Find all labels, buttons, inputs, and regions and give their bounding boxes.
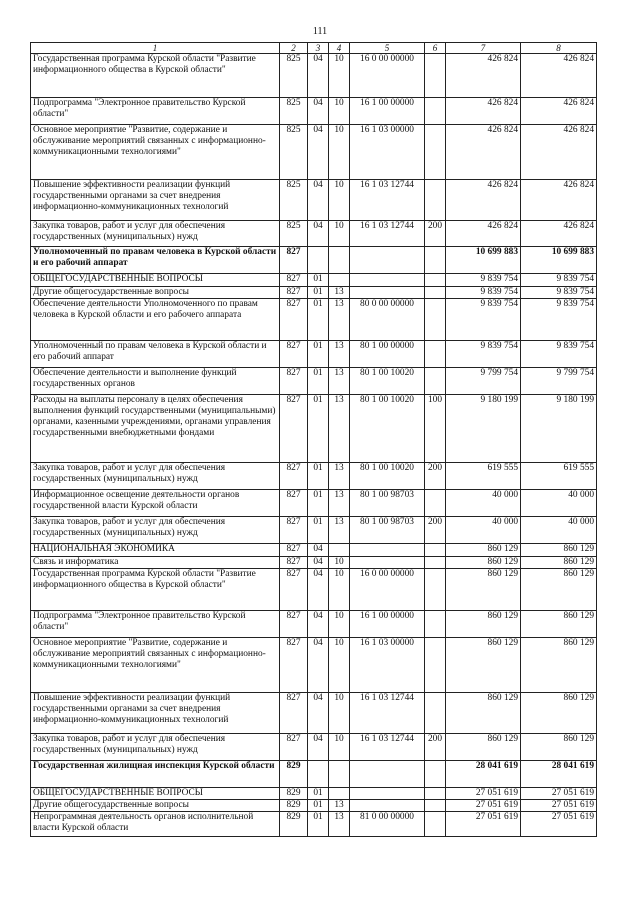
expense-type-cell xyxy=(425,611,446,638)
amount-total-cell: 27 051 619 xyxy=(521,800,597,812)
amount-total-cell: 860 129 xyxy=(521,638,597,693)
ministry-code-cell: 825 xyxy=(280,54,308,98)
subsection-code-cell: 13 xyxy=(329,299,350,341)
amount-cell: 27 051 619 xyxy=(446,812,521,837)
table-row xyxy=(31,761,597,788)
amount-total-cell: 9 839 754 xyxy=(521,287,597,299)
subsection-code-cell: 13 xyxy=(329,341,350,368)
row-name-cell: Обеспечение деятельности Уполномоченного по правам человека в Курской области и его рабочего аппарата xyxy=(31,299,280,341)
table-row xyxy=(31,299,597,341)
ministry-code-cell: 825 xyxy=(280,221,308,247)
target-article-cell: 16 1 03 00000 xyxy=(350,125,425,180)
target-article-cell: 16 1 00 00000 xyxy=(350,98,425,125)
target-article-cell xyxy=(350,557,425,569)
expense-type-cell: 100 xyxy=(425,395,446,463)
ministry-code-cell: 825 xyxy=(280,98,308,125)
expense-type-cell xyxy=(425,54,446,98)
subsection-code-cell: 10 xyxy=(329,54,350,98)
amount-cell: 10 699 883 xyxy=(446,247,521,274)
target-article-cell: 16 1 00 00000 xyxy=(350,611,425,638)
ministry-code-cell: 827 xyxy=(280,341,308,368)
subsection-code-cell: 10 xyxy=(329,180,350,221)
ministry-code-cell: 827 xyxy=(280,569,308,611)
target-article-cell: 80 1 00 10020 xyxy=(350,368,425,395)
subsection-code-cell: 13 xyxy=(329,395,350,463)
subsection-code-cell xyxy=(329,544,350,557)
amount-cell: 860 129 xyxy=(446,693,521,734)
amount-total-cell: 9 839 754 xyxy=(521,299,597,341)
page-number: 111 xyxy=(312,26,328,37)
row-name-cell: Закупка товаров, работ и услуг для обеспечения государственных (муниципальных) нужд xyxy=(31,734,280,761)
subsection-code-cell: 10 xyxy=(329,734,350,761)
expense-type-cell xyxy=(425,180,446,221)
amount-cell: 426 824 xyxy=(446,180,521,221)
ministry-code-cell: 827 xyxy=(280,395,308,463)
expense-type-cell xyxy=(425,98,446,125)
ministry-code-cell: 829 xyxy=(280,761,308,788)
table-body xyxy=(31,54,597,837)
target-article-cell xyxy=(350,247,425,274)
amount-total-cell: 9 180 199 xyxy=(521,395,597,463)
section-code-cell: 01 xyxy=(308,395,329,463)
table-row xyxy=(31,544,597,557)
ministry-code-cell: 827 xyxy=(280,734,308,761)
amount-cell: 27 051 619 xyxy=(446,800,521,812)
section-code-cell: 01 xyxy=(308,368,329,395)
section-code-cell: 01 xyxy=(308,812,329,837)
table-row xyxy=(31,221,597,247)
target-article-cell xyxy=(350,544,425,557)
table-row xyxy=(31,490,597,517)
subsection-code-cell: 10 xyxy=(329,611,350,638)
amount-cell: 426 824 xyxy=(446,54,521,98)
table-row xyxy=(31,638,597,693)
expense-type-cell xyxy=(425,341,446,368)
section-code-cell: 04 xyxy=(308,98,329,125)
row-name-cell: Государственная программа Курской области "Развитие информационного общества в Курской области" xyxy=(31,54,280,98)
target-article-cell: 16 0 00 00000 xyxy=(350,569,425,611)
expense-type-cell xyxy=(425,638,446,693)
ministry-code-cell: 827 xyxy=(280,638,308,693)
section-code-cell: 01 xyxy=(308,287,329,299)
expense-type-cell: 200 xyxy=(425,517,446,544)
expense-type-cell xyxy=(425,812,446,837)
row-name-cell: Другие общегосударственные вопросы xyxy=(31,800,280,812)
subsection-code-cell: 13 xyxy=(329,368,350,395)
amount-total-cell: 10 699 883 xyxy=(521,247,597,274)
table-row xyxy=(31,463,597,490)
row-name-cell: Основное мероприятие "Развитие, содержание и обслуживание мероприятий связанных с информационно-коммуникационными технологиями" xyxy=(31,125,280,180)
row-name-cell: Подпрограмма "Электронное правительство Курской области" xyxy=(31,98,280,125)
expense-type-cell xyxy=(425,557,446,569)
row-name-cell: Информационное освещение деятельности органов государственной власти Курской области xyxy=(31,490,280,517)
subsection-code-cell: 13 xyxy=(329,517,350,544)
ministry-code-cell: 827 xyxy=(280,247,308,274)
amount-total-cell: 860 129 xyxy=(521,734,597,761)
ministry-code-cell: 825 xyxy=(280,180,308,221)
section-code-cell xyxy=(308,761,329,788)
target-article-cell: 81 0 00 00000 xyxy=(350,812,425,837)
ministry-code-cell: 827 xyxy=(280,463,308,490)
ministry-code-cell: 827 xyxy=(280,287,308,299)
row-name-cell: Связь и информатика xyxy=(31,557,280,569)
ministry-code-cell: 827 xyxy=(280,274,308,287)
table-row xyxy=(31,517,597,544)
amount-cell: 426 824 xyxy=(446,98,521,125)
table-row xyxy=(31,395,597,463)
section-code-cell: 04 xyxy=(308,734,329,761)
section-code-cell xyxy=(308,247,329,274)
section-code-cell: 01 xyxy=(308,517,329,544)
section-code-cell: 04 xyxy=(308,180,329,221)
row-name-cell: Основное мероприятие "Развитие, содержание и обслуживание мероприятий связанных с информационно-коммуникационными технологиями" xyxy=(31,638,280,693)
table-row xyxy=(31,368,597,395)
row-name-cell: Государственная жилищная инспекция Курской области xyxy=(31,761,280,788)
ministry-code-cell: 827 xyxy=(280,557,308,569)
amount-cell: 28 041 619 xyxy=(446,761,521,788)
amount-total-cell: 426 824 xyxy=(521,221,597,247)
table-row xyxy=(31,734,597,761)
amount-cell: 9 839 754 xyxy=(446,274,521,287)
subsection-code-cell: 13 xyxy=(329,490,350,517)
amount-total-cell: 27 051 619 xyxy=(521,812,597,837)
subsection-code-cell: 10 xyxy=(329,221,350,247)
expense-type-cell xyxy=(425,569,446,611)
amount-cell: 860 129 xyxy=(446,557,521,569)
amount-total-cell: 40 000 xyxy=(521,517,597,544)
ministry-code-cell: 827 xyxy=(280,517,308,544)
amount-cell: 426 824 xyxy=(446,125,521,180)
amount-cell: 860 129 xyxy=(446,544,521,557)
row-name-cell: ОБЩЕГОСУДАРСТВЕННЫЕ ВОПРОСЫ xyxy=(31,788,280,800)
expense-type-cell xyxy=(425,287,446,299)
section-code-cell: 04 xyxy=(308,221,329,247)
subsection-code-cell: 10 xyxy=(329,125,350,180)
target-article-cell: 16 1 03 12744 xyxy=(350,221,425,247)
expense-type-cell xyxy=(425,125,446,180)
target-article-cell: 80 1 00 10020 xyxy=(350,395,425,463)
row-name-cell: Государственная программа Курской области "Развитие информационного общества в Курской области" xyxy=(31,569,280,611)
section-code-cell: 04 xyxy=(308,544,329,557)
section-code-cell: 04 xyxy=(308,54,329,98)
amount-total-cell: 9 839 754 xyxy=(521,341,597,368)
section-code-cell: 01 xyxy=(308,490,329,517)
section-code-cell: 04 xyxy=(308,693,329,734)
table-row xyxy=(31,98,597,125)
row-name-cell: Повышение эффективности реализации функций государственными органами за счет внедрения информационно-коммуникационных технологий xyxy=(31,180,280,221)
row-name-cell: Непрограммная деятельность органов исполнительной власти Курской области xyxy=(31,812,280,837)
table-row xyxy=(31,800,597,812)
section-code-cell: 01 xyxy=(308,800,329,812)
column-header: 3 xyxy=(308,43,329,54)
amount-cell: 426 824 xyxy=(446,221,521,247)
row-name-cell: Закупка товаров, работ и услуг для обеспечения государственных (муниципальных) нужд xyxy=(31,463,280,490)
amount-cell: 860 129 xyxy=(446,569,521,611)
subsection-code-cell: 10 xyxy=(329,638,350,693)
expense-type-cell xyxy=(425,368,446,395)
amount-total-cell: 860 129 xyxy=(521,569,597,611)
amount-total-cell: 860 129 xyxy=(521,544,597,557)
expense-type-cell: 200 xyxy=(425,734,446,761)
table-row xyxy=(31,812,597,837)
target-article-cell: 80 0 00 00000 xyxy=(350,299,425,341)
amount-total-cell: 9 839 754 xyxy=(521,274,597,287)
table-row xyxy=(31,569,597,611)
amount-cell: 9 839 754 xyxy=(446,287,521,299)
row-name-cell: Другие общегосударственные вопросы xyxy=(31,287,280,299)
target-article-cell xyxy=(350,287,425,299)
amount-total-cell: 40 000 xyxy=(521,490,597,517)
amount-total-cell: 860 129 xyxy=(521,557,597,569)
amount-total-cell: 426 824 xyxy=(521,125,597,180)
amount-cell: 40 000 xyxy=(446,490,521,517)
target-article-cell xyxy=(350,788,425,800)
amount-total-cell: 860 129 xyxy=(521,693,597,734)
target-article-cell xyxy=(350,274,425,287)
ministry-code-cell: 829 xyxy=(280,788,308,800)
expense-type-cell xyxy=(425,299,446,341)
section-code-cell: 01 xyxy=(308,341,329,368)
table-row xyxy=(31,693,597,734)
amount-cell: 40 000 xyxy=(446,517,521,544)
target-article-cell: 16 1 03 12744 xyxy=(350,693,425,734)
column-header: 6 xyxy=(425,43,446,54)
table-row xyxy=(31,180,597,221)
target-article-cell: 16 1 03 12744 xyxy=(350,734,425,761)
row-name-cell: ОБЩЕГОСУДАРСТВЕННЫЕ ВОПРОСЫ xyxy=(31,274,280,287)
row-name-cell: Подпрограмма "Электронное правительство Курской области" xyxy=(31,611,280,638)
ministry-code-cell: 829 xyxy=(280,800,308,812)
subsection-code-cell xyxy=(329,761,350,788)
expense-type-cell xyxy=(425,693,446,734)
subsection-code-cell: 10 xyxy=(329,693,350,734)
expense-type-cell xyxy=(425,761,446,788)
section-code-cell: 04 xyxy=(308,125,329,180)
expense-type-cell xyxy=(425,800,446,812)
amount-cell: 9 839 754 xyxy=(446,341,521,368)
amount-cell: 27 051 619 xyxy=(446,788,521,800)
subsection-code-cell: 13 xyxy=(329,287,350,299)
row-name-cell: НАЦИОНАЛЬНАЯ ЭКОНОМИКА xyxy=(31,544,280,557)
section-code-cell: 01 xyxy=(308,788,329,800)
row-name-cell: Повышение эффективности реализации функций государственными органами за счет внедрения информационно-коммуникационных технологий xyxy=(31,693,280,734)
amount-cell: 860 129 xyxy=(446,734,521,761)
ministry-code-cell: 829 xyxy=(280,812,308,837)
target-article-cell: 80 1 00 98703 xyxy=(350,517,425,544)
target-article-cell xyxy=(350,800,425,812)
subsection-code-cell: 13 xyxy=(329,463,350,490)
target-article-cell: 80 1 00 00000 xyxy=(350,341,425,368)
amount-total-cell: 426 824 xyxy=(521,180,597,221)
subsection-code-cell xyxy=(329,788,350,800)
table-row xyxy=(31,341,597,368)
ministry-code-cell: 827 xyxy=(280,544,308,557)
target-article-cell: 80 1 00 10020 xyxy=(350,463,425,490)
subsection-code-cell xyxy=(329,274,350,287)
column-header: 7 xyxy=(446,43,521,54)
target-article-cell xyxy=(350,761,425,788)
expense-type-cell: 200 xyxy=(425,221,446,247)
table-row xyxy=(31,54,597,98)
row-name-cell: Уполномоченный по правам человека в Курской области и его рабочий аппарат xyxy=(31,341,280,368)
amount-cell: 9 839 754 xyxy=(446,299,521,341)
row-name-cell: Расходы на выплаты персоналу в целях обеспечения выполнения функций государственными (муниципальными) органами, казенными учреждениями, органами управления государственными внебюджетными фондами xyxy=(31,395,280,463)
amount-total-cell: 9 799 754 xyxy=(521,368,597,395)
subsection-code-cell xyxy=(329,247,350,274)
ministry-code-cell: 827 xyxy=(280,299,308,341)
amount-total-cell: 27 051 619 xyxy=(521,788,597,800)
row-name-cell: Закупка товаров, работ и услуг для обеспечения государственных (муниципальных) нужд xyxy=(31,221,280,247)
column-header: 1 xyxy=(31,43,280,54)
amount-total-cell: 426 824 xyxy=(521,54,597,98)
amount-cell: 619 555 xyxy=(446,463,521,490)
expense-type-cell xyxy=(425,274,446,287)
ministry-code-cell: 825 xyxy=(280,125,308,180)
amount-total-cell: 860 129 xyxy=(521,611,597,638)
table-row xyxy=(31,274,597,287)
table-row xyxy=(31,247,597,274)
subsection-code-cell: 13 xyxy=(329,812,350,837)
table-row xyxy=(31,788,597,800)
ministry-code-cell: 827 xyxy=(280,490,308,517)
target-article-cell: 16 1 03 00000 xyxy=(350,638,425,693)
column-header: 4 xyxy=(329,43,350,54)
expense-type-cell xyxy=(425,247,446,274)
target-article-cell: 16 1 03 12744 xyxy=(350,180,425,221)
table-header-row xyxy=(31,43,597,54)
amount-total-cell: 619 555 xyxy=(521,463,597,490)
section-code-cell: 04 xyxy=(308,557,329,569)
target-article-cell: 16 0 00 00000 xyxy=(350,54,425,98)
amount-cell: 9 180 199 xyxy=(446,395,521,463)
column-header: 2 xyxy=(280,43,308,54)
section-code-cell: 04 xyxy=(308,638,329,693)
expense-type-cell xyxy=(425,490,446,517)
row-name-cell: Закупка товаров, работ и услуг для обеспечения государственных (муниципальных) нужд xyxy=(31,517,280,544)
budget-table xyxy=(30,42,597,837)
section-code-cell: 01 xyxy=(308,274,329,287)
ministry-code-cell: 827 xyxy=(280,368,308,395)
table-row xyxy=(31,287,597,299)
row-name-cell: Уполномоченный по правам человека в Курской области и его рабочий аппарат xyxy=(31,247,280,274)
table-row xyxy=(31,611,597,638)
subsection-code-cell: 10 xyxy=(329,557,350,569)
column-header: 5 xyxy=(350,43,425,54)
column-header: 8 xyxy=(521,43,597,54)
target-article-cell: 80 1 00 98703 xyxy=(350,490,425,517)
amount-cell: 9 799 754 xyxy=(446,368,521,395)
amount-total-cell: 426 824 xyxy=(521,98,597,125)
ministry-code-cell: 827 xyxy=(280,611,308,638)
ministry-code-cell: 827 xyxy=(280,693,308,734)
amount-cell: 860 129 xyxy=(446,611,521,638)
expense-type-cell xyxy=(425,788,446,800)
table-row xyxy=(31,557,597,569)
subsection-code-cell: 13 xyxy=(329,800,350,812)
amount-cell: 860 129 xyxy=(446,638,521,693)
amount-total-cell: 28 041 619 xyxy=(521,761,597,788)
expense-type-cell: 200 xyxy=(425,463,446,490)
table-row xyxy=(31,125,597,180)
row-name-cell: Обеспечение деятельности и выполнение функций государственных органов xyxy=(31,368,280,395)
section-code-cell: 04 xyxy=(308,611,329,638)
section-code-cell: 01 xyxy=(308,299,329,341)
subsection-code-cell: 10 xyxy=(329,98,350,125)
subsection-code-cell: 10 xyxy=(329,569,350,611)
section-code-cell: 01 xyxy=(308,463,329,490)
expense-type-cell xyxy=(425,544,446,557)
section-code-cell: 04 xyxy=(308,569,329,611)
